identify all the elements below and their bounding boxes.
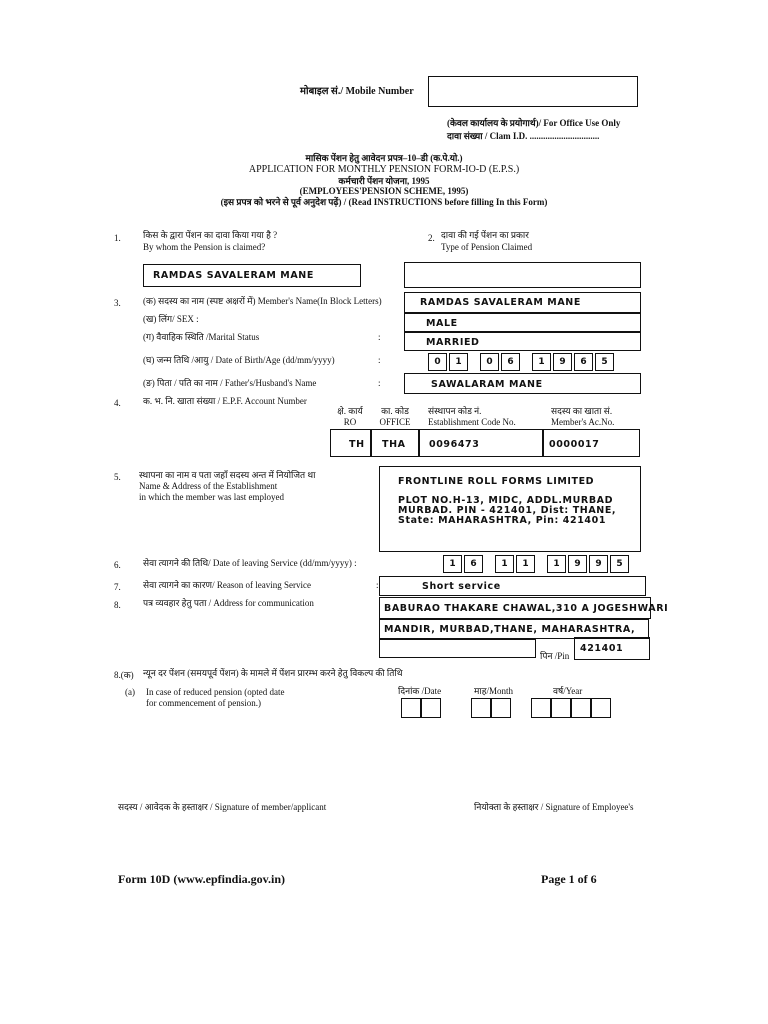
address-line-1: BABURAO THAKARE CHAWAL,310 A JOGESHWARI [384,603,669,614]
mobile-number-label: मोबाइल सं./ Mobile Number [300,86,414,97]
scheme-title: (EMPLOYEES'PENSION SCHEME, 1995) [299,186,469,196]
dob-digit[interactable]: 6 [501,353,520,371]
ro-value: TH [349,439,365,450]
leaving-date-digit[interactable]: 9 [568,555,587,573]
father-name-value: SAWALARAM MANE [431,379,543,390]
reduced-pension-label: In case of reduced pension (opted date [146,687,285,697]
option-year-cells [531,698,611,718]
address-line-2: MANDIR, MURBAD,THANE, MAHARASHTRA, [384,624,636,635]
office-heading-hindi: का. कोड [381,406,409,416]
member-ac-value: 0000017 [549,439,600,450]
establishment-address-line: MURBAD. PIN - 421401, Dist: THANE, [398,505,617,516]
option-month-cell[interactable] [471,698,491,718]
est-code-value: 0096473 [429,439,480,450]
q6-number: 6. [114,560,121,570]
option-date-cell[interactable] [421,698,441,718]
claimant-name-field[interactable] [143,264,361,287]
leaving-date-digit[interactable]: 9 [589,555,608,573]
q8a-sub-number: (a) [125,687,135,697]
q2-number: 2. [428,233,435,243]
establishment-address-field[interactable] [379,466,641,552]
office-code-field[interactable] [371,429,419,457]
dob-digit[interactable]: 0 [428,353,447,371]
reduced-pension-label-hindi: न्यून दर पेंशन (समयपूर्व पेंशन) के मामले में पेंशन प्रारम्भ करने हेतु विकल्प की तिथि [143,668,403,678]
address-line-2-field[interactable] [379,619,649,639]
member-ac-heading-hindi: सदस्य का खाता सं. [551,406,613,416]
father-name-label: (ङ) पिता / पति का नाम / Father's/Husband's Name [143,378,317,388]
leaving-date-digit[interactable]: 5 [610,555,629,573]
dob-digit[interactable]: 5 [595,353,614,371]
pin-field[interactable] [574,637,650,660]
establishment-label: Name & Address of the Establishment [139,481,278,491]
office-use-label: (केवल कार्यालय के प्रयोगार्थ)/ For Office Use Only [447,118,621,128]
marital-status-field[interactable] [404,332,641,351]
marital-status-label: (ग) वैवाहिक स्थिति /Marital Status [143,332,260,342]
q3-number: 3. [114,298,121,308]
leaving-date-digit[interactable]: 1 [443,555,462,573]
epf-account-label: क. भ. नि. खाता संख्या / E.P.F. Account Number [143,396,307,406]
colon: : [376,580,379,590]
q1-number: 1. [114,233,121,243]
dob-digit[interactable]: 6 [574,353,593,371]
title-hindi: मासिक पेंशन हेतु आवेदन प्रपत्र–10–डी (क.पे.यो.) [305,153,463,163]
sex-field[interactable] [404,313,641,332]
q4-number: 4. [114,398,121,408]
form-title: APPLICATION FOR MONTHLY PENSION FORM-IO-D (E.P.S.) [248,164,520,175]
address-line-1-field[interactable] [379,597,669,619]
colon: : [378,355,381,365]
est-code-heading-hindi: संस्थापन कोड नं. [428,406,482,416]
leaving-reason-field[interactable] [379,576,646,596]
office-heading: OFFICE [379,417,411,427]
option-month-cell[interactable] [491,698,511,718]
leaving-date-digit[interactable]: 1 [495,555,514,573]
sex-label: (ख) लिंग/ SEX : [143,314,199,324]
leaving-date-digit[interactable]: 6 [464,555,483,573]
member-name-field[interactable] [404,292,641,313]
address-line-3-field[interactable] [379,639,536,658]
option-year-cell[interactable] [531,698,551,718]
instructions-note: (इस प्रपत्र को भरने से पूर्व अनुदेश पढ़ें) / (Read INSTRUCTIONS before filling In this Form) [220,197,548,207]
dob-digit[interactable]: 0 [480,353,499,371]
leaving-reason-value: Short service [422,581,501,592]
claim-id-label: दावा संख्या / Clam I.D. ............................... [447,131,600,141]
leaving-date-digit[interactable]: 1 [547,555,566,573]
employer-signature-label: नियोक्ता के हस्ताक्षर / Signature of Employee's [474,802,634,812]
ro-heading: RO [343,417,357,427]
member-name-value: RAMDAS SAVALERAM MANE [420,297,581,308]
option-date-cell[interactable] [401,698,421,718]
establishment-address-line: PLOT NO.H-13, MIDC, ADDL.MURBAD [398,495,614,506]
est-code-heading: Establishment Code No. [428,417,516,427]
q1-label-hindi: किस के द्वारा पेंशन का दावा किया गया है ? [143,230,278,240]
member-name-label: (क) सदस्य का नाम (स्पष्ट अक्षरों में) Member's Name(In Block Letters) [143,296,382,306]
colon: : [378,378,381,388]
q5-number: 5. [114,472,121,482]
member-signature-label: सदस्य / आवेदक के हस्ताक्षर / Signature of member/applicant [118,802,327,812]
pin-label: पिन /Pin [540,651,570,661]
establishment-name: FRONTLINE ROLL FORMS LIMITED [398,476,595,487]
q1-label: By whom the Pension is claimed? [143,242,266,252]
pension-type-field[interactable] [404,262,641,288]
leaving-date-digit[interactable]: 1 [516,555,535,573]
colon: : [378,332,381,342]
father-name-field[interactable] [404,373,641,394]
q8-number: 8. [114,600,121,610]
option-year-cell[interactable] [591,698,611,718]
dob-cells [428,353,616,371]
leaving-date-cells [443,555,631,573]
reduced-pension-label-2: for commencement of pension.) [146,698,261,708]
marital-status-value: MARRIED [426,337,480,348]
page-number: Page 1 of 6 [541,872,597,886]
pin-value: 421401 [580,643,624,654]
option-year-cell[interactable] [551,698,571,718]
member-ac-field[interactable] [543,429,640,457]
ro-field[interactable] [330,429,371,457]
dob-label: (घ) जन्म तिथि /आयु / Date of Birth/Age (dd/mm/yyyy) [143,355,335,365]
year-label: वर्ष/Year [553,686,583,696]
mobile-number-field[interactable] [428,76,638,107]
office-code-value: THA [382,439,406,450]
leaving-date-label: सेवा त्यागने की तिथि/ Date of leaving Service (dd/mm/yyyy) : [143,558,357,568]
establishment-label-hindi: स्थापना का नाम व पता जहाँ सदस्य अन्त में नियोजित था [139,470,316,480]
ro-heading-hindi: क्षे. कार्य [337,406,363,416]
sex-value: MALE [426,318,458,329]
dob-digit[interactable]: 1 [449,353,468,371]
q8a-number: 8.(क) [114,670,134,680]
establishment-address-line: State: MAHARASHTRA, Pin: 421401 [398,515,607,526]
date-label: दिनांक /Date [398,686,442,696]
option-month-cells [471,698,511,718]
dob-digit[interactable]: 1 [532,353,551,371]
leaving-reason-label: सेवा त्यागने का कारण/ Reason of leaving Service [143,580,312,590]
footer-form-name: Form 10D (www.epfindia.gov.in) [118,872,286,886]
est-code-field[interactable] [419,429,543,457]
option-year-cell[interactable] [571,698,591,718]
member-ac-heading: Member's Ac.No. [551,417,615,427]
communication-address-label: पत्र व्यवहार हेतु पता / Address for communication [143,598,314,608]
month-label: माह/Month [474,686,513,696]
claimant-name-value: RAMDAS SAVALERAM MANE [153,270,314,281]
option-date-cells [401,698,441,718]
q7-number: 7. [114,582,121,592]
scheme-hindi: कर्मचारी पेंशन योजना, 1995 [338,176,430,186]
q2-label: Type of Pension Claimed [441,242,533,252]
dob-digit[interactable]: 9 [553,353,572,371]
establishment-label-2: in which the member was last employed [139,492,284,502]
q2-label-hindi: दावा की गई पेंशन का प्रकार [441,230,529,240]
